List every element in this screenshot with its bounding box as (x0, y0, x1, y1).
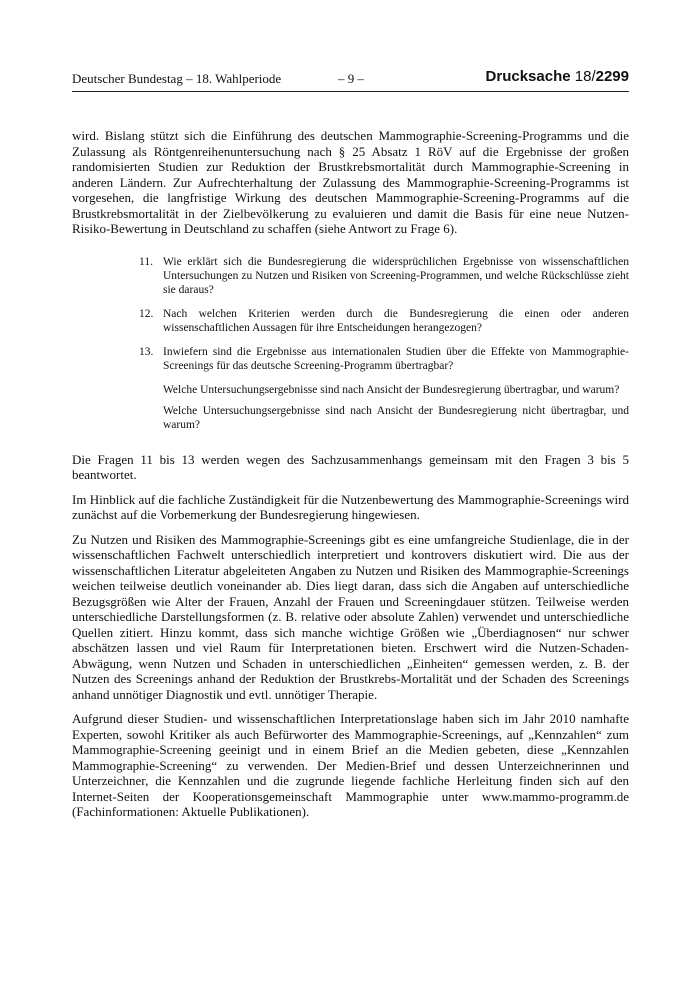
header-parliament: Deutscher Bundestag – 18. Wahlperiode (72, 71, 282, 86)
page-number: – 9 – (338, 71, 364, 86)
question-11 (139, 255, 629, 297)
document-number-prefix: 18/ (574, 68, 596, 85)
question-text: Nach welchen Kriterien werden durch die Bundesregierung die einen oder anderen wissenschaftlichen Aussagen für ihre Entscheidungen herangezogen? (163, 307, 629, 334)
question-13 (139, 345, 629, 373)
document-number-value: 2299 (595, 68, 629, 85)
question-13-sub-2: Welche Untersuchungsergebnisse sind nach Ansicht der Bundesregierung nicht übertragbar, und warum? (163, 404, 629, 431)
page-header (72, 68, 629, 92)
question-text: Inwiefern sind die Ergebnisse aus internationalen Studien über die Effekte von Mammographie-Screenings für das deutsche Screening-Programm übertragbar? (163, 345, 629, 372)
question-number: 13. (139, 345, 154, 358)
question-number: 11. (139, 255, 153, 268)
questions-block (139, 255, 629, 432)
question-text: Wie erklärt sich die Bundesregierung die widersprüchlichen Ergebnisse von wissenschaftlichen Untersuchungen zu Nutzen und Risiken von Screening-Programmen, und welche Rückschlüsse zieht sie daraus? (163, 255, 629, 296)
document-number-label: Drucksache (485, 68, 571, 85)
question-number: 12. (139, 307, 154, 320)
document-body (72, 128, 629, 829)
answer-paragraph-3: Zu Nutzen und Risiken des Mammographie-Screenings gibt es eine umfangreiche Studienlage, die in der wissenschaftlichen Fachwelt unterschiedlich interpretiert und kontrovers diskutiert wird. Die aus der wissenschaftlichen Literatur abgeleiteten Angaben zu Nutzen und Risiken des Mammographie-Screenings weichen teilweise deutlich voneinander ab. Dies liegt daran, dass sich die Angaben auf unterschiedliche Bezugsgrößen wie Alter der Frauen, Anzahl der Frauen und Screeningdauer stützen. Teilweise werden unterschiedliche Darstellungsformen (z. B. relative oder absolute Zahlen) verwendet und unterschiedliche Quellen zitiert. Hinzu kommt, dass sich manche wichtige Größen wie „Überdiagnosen“ nur schwer abschätzen lassen und viel Raum für Interpretationen bieten. Erschwert wird die Nutzen-Schaden-Abwägung, wenn Nutzen und Schaden in unterschiedlichen „Einheiten“ gemessen werden, z. B. der Nutzen des Screenings anhand der Reduktion der Brustkrebs-Mortalität und der Schaden des Screenings anhand unnötiger Diagnostik und evtl. unnötiger Therapie. (72, 531, 629, 702)
answer-paragraph-4: Aufgrund dieser Studien- und wissenschaftlichen Interpretationslage haben sich im Jahr 2010 namhafte Experten, sowohl Kritiker als auch Befürworter des Mammographie-Screenings, auf „Kennzahlen“ zum Mammographie-Screening geeinigt und in einem Brief an die Medien gebeten, diese „Kennzahlen Mammographie-Screening“ zu verwenden. Der Medien-Brief und dessen Unterzeichnerinnen und Unterzeichner, die Kennzahlen und die zugrunde liegende fachliche Herleitung finden sich auf den Internet-Seiten der Kooperationsgemeinschaft Mammographie unter www.mammo-programm.de (Fachinformationen: Aktuelle Publikationen). (72, 711, 629, 819)
question-12 (139, 307, 629, 335)
document-number (486, 68, 629, 85)
question-13-sub-1: Welche Untersuchungsergebnisse sind nach Ansicht der Bundesregierung übertragbar, und warum? (163, 383, 620, 396)
answer-paragraph-1: Die Fragen 11 bis 13 werden wegen des Sachzusammenhangs gemeinsam mit den Fragen 3 bis 5 beantwortet. (72, 451, 629, 482)
answer-paragraph-2: Im Hinblick auf die fachliche Zuständigkeit für die Nutzenbewertung des Mammographie-Screenings wird zunächst auf die Vorbemerkung der Bundesregierung hingewiesen. (72, 491, 629, 522)
intro-paragraph: wird. Bislang stützt sich die Einführung des deutschen Mammographie-Screening-Programms und die Zulassung als Röntgenreihenuntersuchung nach § 25 Absatz 1 RöV auf die Ergebnisse der großen randomisierten Studien zur Reduktion der Brustkrebsmortalität durch Mammographie-Screening in anderen Ländern. Zur Aufrechterhaltung der Zulassung des Mammographie-Screening-Programms ist vorgesehen, die langfristige Wirkung des deutschen Mammographie-Screening-Programms auf die Brustkrebsmortalität in der Zielbevölkerung zu evaluieren und damit die Basis für eine neue Nutzen-Risiko-Bewertung in Deutschland zu schaffen (siehe Antwort zu Frage 6). (72, 128, 629, 236)
